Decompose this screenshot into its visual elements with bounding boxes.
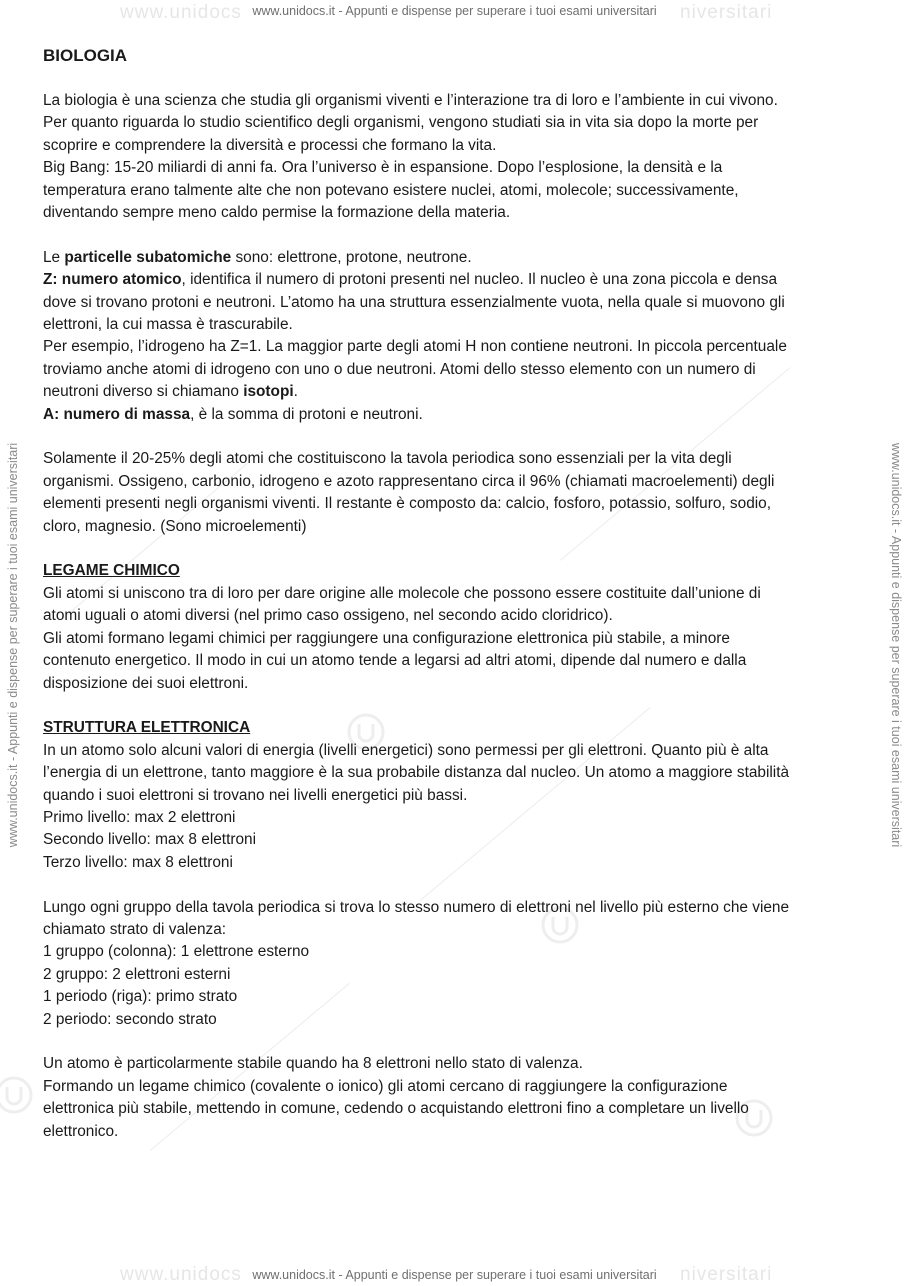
left-side-watermark: www.unidocs.it - Appunti e dispense per superare i tuoi esami universitari (6, 442, 20, 848)
text-line: dove si trovano protoni e neutroni. L’atomo ha una struttura essenzialmente vuota, nella quale si muovono gli (43, 293, 785, 311)
text-line: elettronica più stabile, mettendo in comune, cedendo o acquistando elettroni fino a completare un livello (43, 1100, 749, 1118)
text-line: Gli atomi si uniscono tra di loro per dare origine alle molecole che possono essere costituite dall’unione di (43, 584, 761, 602)
text-run: . (293, 383, 298, 401)
text-line: disposizione dei suoi elettroni. (43, 674, 249, 692)
text-line: elettronico. (43, 1122, 119, 1140)
stabile-paragraph (43, 1053, 868, 1143)
unidocs-logo-icon (0, 1075, 34, 1115)
section-heading: STRUTTURA ELETTRONICA (43, 719, 251, 737)
term-numero-di-massa: A: numero di massa (43, 405, 191, 423)
term-particelle: particelle subatomiche (64, 248, 232, 266)
faint-watermark-top-right: niversitari (680, 2, 773, 23)
text-line: 2 gruppo: 2 elettroni esterni (43, 965, 231, 983)
document-body (43, 44, 868, 1143)
gruppo-paragraph (43, 897, 868, 1031)
text-line: diventando sempre meno caldo permise la formazione della materia. (43, 204, 511, 222)
header-watermark: www.unidocs.it - Appunti e dispense per superare i tuoi esami universitari (252, 4, 657, 18)
text-line: Formando un legame chimico (covalente o ionico) gli atomi cercano di raggiungere la configurazione (43, 1077, 728, 1095)
text-line: elementi presenti negli organismi viventi. Il restante è composto da: calcio, fosforo, potassio, solfuro, sodio, (43, 495, 772, 513)
text-line (43, 404, 868, 426)
text-line: chiamato strato di valenza: (43, 920, 227, 938)
text-line: In un atomo solo alcuni valori di energia (livelli energetici) sono permessi per gli elettroni. Quanto più è alta (43, 741, 769, 759)
text-line: quando i suoi elettroni si trovano nei livelli energetici più bassi. (43, 786, 468, 804)
text-line: Lungo ogni gruppo della tavola periodica si trova lo stesso numero di elettroni nel livello più esterno che viene (43, 898, 790, 916)
text-line: l’energia di un elettrone, tanto maggiore è la sua probabile distanza dal nucleo. Un atomo a maggiore stabilità (43, 764, 790, 782)
text-line: Per quanto riguarda lo studio scientifico degli organismi, vengono studiati sia in vita sia dopo la morte per (43, 114, 759, 132)
text-line: Per esempio, l’idrogeno ha Z=1. La maggior parte degli atomi H non contiene neutroni. In piccola percentuale (43, 338, 787, 356)
page-title: BIOLOGIA (43, 46, 128, 65)
text-line: elettroni, la cui massa è trascurabile. (43, 316, 293, 334)
atom-paragraph (43, 247, 868, 426)
text-line: contenuto energetico. Il modo in cui un atomo tende a legarsi ad altri atomi, dipende dal numero e dalla (43, 652, 747, 670)
text-line: troviamo anche atomi di idrogeno con uno o due neutroni. Atomi dello stesso elemento con un numero di (43, 360, 756, 378)
faint-watermark-bottom-left: www.unidocs (120, 1264, 242, 1285)
text-line: 1 periodo (riga): primo strato (43, 988, 238, 1006)
legame-section (43, 560, 868, 694)
text-run: neutroni diverso si chiamano (43, 383, 244, 401)
text-line: scoprire e comprendere la diversità e processi che formano la vita. (43, 136, 497, 154)
text-line: Primo livello: max 2 elettroni (43, 808, 236, 826)
text-line: Secondo livello: max 8 elettroni (43, 831, 257, 849)
text-line: 2 periodo: secondo strato (43, 1010, 217, 1028)
term-isotopi: isotopi (243, 383, 294, 401)
text-run: Le (43, 248, 65, 266)
text-line: Un atomo è particolarmente stabile quando ha 8 elettroni nello stato di valenza. (43, 1055, 583, 1073)
faint-watermark-bottom-right: niversitari (680, 1264, 773, 1285)
text-run: sono: elettrone, protone, neutrone. (231, 248, 472, 266)
text-line: La biologia è una scienza che studia gli organismi viventi e l’interazione tra di loro e l’ambiente in cui vivono. (43, 92, 778, 109)
text-line (43, 269, 868, 291)
text-line: Big Bang: 15-20 miliardi di anni fa. Ora l’universo è in espansione. Dopo l’esplosione, la densità e la (43, 159, 723, 177)
intro-paragraph (43, 90, 868, 224)
text-line (43, 381, 868, 403)
term-numero-atomico: Z: numero atomico (43, 271, 182, 289)
text-line: Solamente il 20-25% degli atomi che costituiscono la tavola periodica sono essenziali per la vita degli (43, 450, 732, 468)
text-run: , è la somma di protoni e neutroni. (190, 405, 423, 423)
right-side-watermark: www.unidocs.it - Appunti e dispense per superare i tuoi esami universitari (889, 442, 903, 848)
text-line: Terzo livello: max 8 elettroni (43, 853, 233, 871)
text-line: organismi. Ossigeno, carbonio, idrogeno e azoto rappresentano circa il 96% (chiamati macroelementi) degli (43, 472, 775, 490)
text-line: 1 gruppo (colonna): 1 elettrone esterno (43, 943, 310, 961)
section-heading: LEGAME CHIMICO (43, 562, 180, 580)
elements-paragraph (43, 448, 868, 538)
text-line: cloro, magnesio. (Sono microelementi) (43, 517, 307, 535)
faint-watermark-top-left: www.unidocs (120, 2, 242, 23)
text-line: temperatura erano talmente alte che non potevano esistere nuclei, atomi, molecole; successivamente, (43, 181, 739, 199)
footer-watermark: www.unidocs.it - Appunti e dispense per superare i tuoi esami universitari (252, 1268, 657, 1282)
text-run: , identifica il numero di protoni presenti nel nucleo. Il nucleo è una zona piccola e densa (181, 271, 778, 289)
text-line: atomi uguali o atomi diversi (nel primo caso ossigeno, nel secondo acido cloridrico). (43, 607, 613, 625)
text-line (43, 247, 868, 269)
struttura-section (43, 717, 868, 874)
text-line: Gli atomi formano legami chimici per raggiungere una configurazione elettronica più stabile, a minore (43, 629, 730, 647)
